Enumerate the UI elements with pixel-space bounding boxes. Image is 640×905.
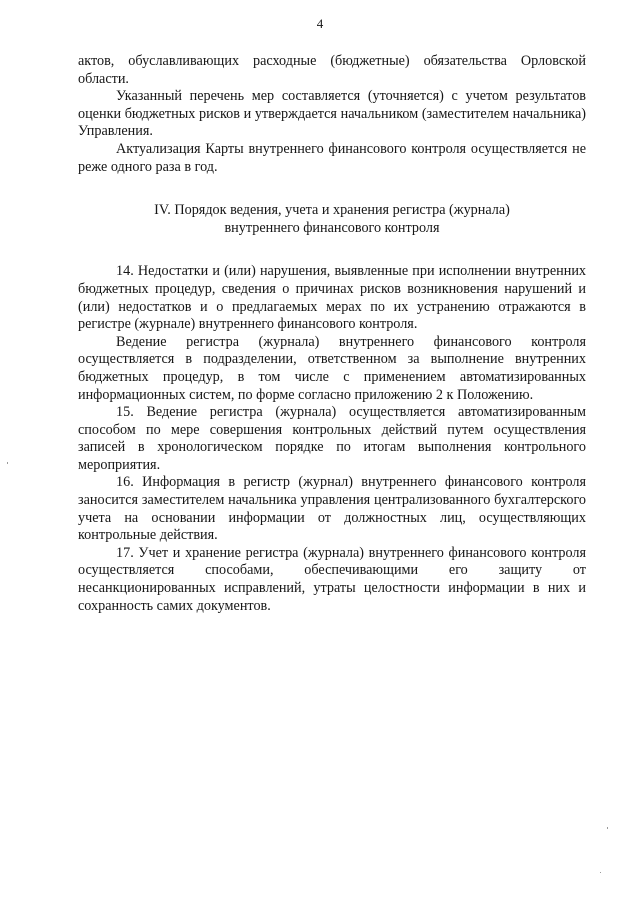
intro-paragraph-continuation: актов, обуславливающих расходные (бюджетные) обязательства Орловской области. — [78, 53, 586, 87]
paragraph-16: 16. Информация в регистр (журнал) внутреннего финансового контроля заносится заместителем начальника управления централизованного бухгалтерского учета на основании информации от должностных лиц, осуществляющих контрольные действия. — [78, 474, 586, 544]
section-heading — [78, 202, 586, 237]
scan-speck — [7, 462, 8, 464]
section-heading-line-2: внутреннего финансового контроля — [224, 219, 440, 236]
paragraph-17: 17. Учет и хранение регистра (журнала) внутреннего финансового контроля осуществляется способами, обеспечивающими его защиту от несанкционированных исправлений, утраты целостности информации в них и сохранность самих документов. — [78, 544, 586, 614]
section-heading-line-1: IV. Порядок ведения, учета и хранения регистра (журнала) — [154, 202, 510, 219]
paragraph-14-continued: Ведение регистра (журнала) внутреннего финансового контроля осуществляется в подразделении, ответственном за выполнение внутренних бюджетных процедур, в том числе с применением автоматизированных информационных систем, по форме согласно приложению 2 к Положению. — [78, 333, 586, 403]
intro-paragraph-map-update: Актуализация Карты внутреннего финансового контроля осуществляется не реже одного раза в год. — [78, 140, 586, 175]
page-number: 4 — [316, 16, 324, 31]
scan-speck — [607, 827, 608, 829]
scan-speck — [600, 872, 601, 873]
paragraph-15: 15. Ведение регистра (журнала) осуществляется автоматизированным способом по мере совершения контрольных действий путем осуществления записей в хронологическом порядке по итогам выполнения контрольного мероприятия. — [78, 404, 586, 473]
intro-paragraph-measures-list: Указанный перечень мер составляется (уточняется) с учетом результатов оценки бюджетных рисков и утверждается начальником (заместителем начальника) Управления. — [78, 88, 586, 140]
paragraph-14: 14. Недостатки и (или) нарушения, выявленные при исполнении внутренних бюджетных процедур, сведения о причинах рисков возникновения нарушений и (или) недостатков и о предлагаемых мерах по их устранению отражаются в регистре (журнале) внутреннего финансового контроля. — [78, 263, 586, 333]
document-body — [78, 53, 586, 615]
